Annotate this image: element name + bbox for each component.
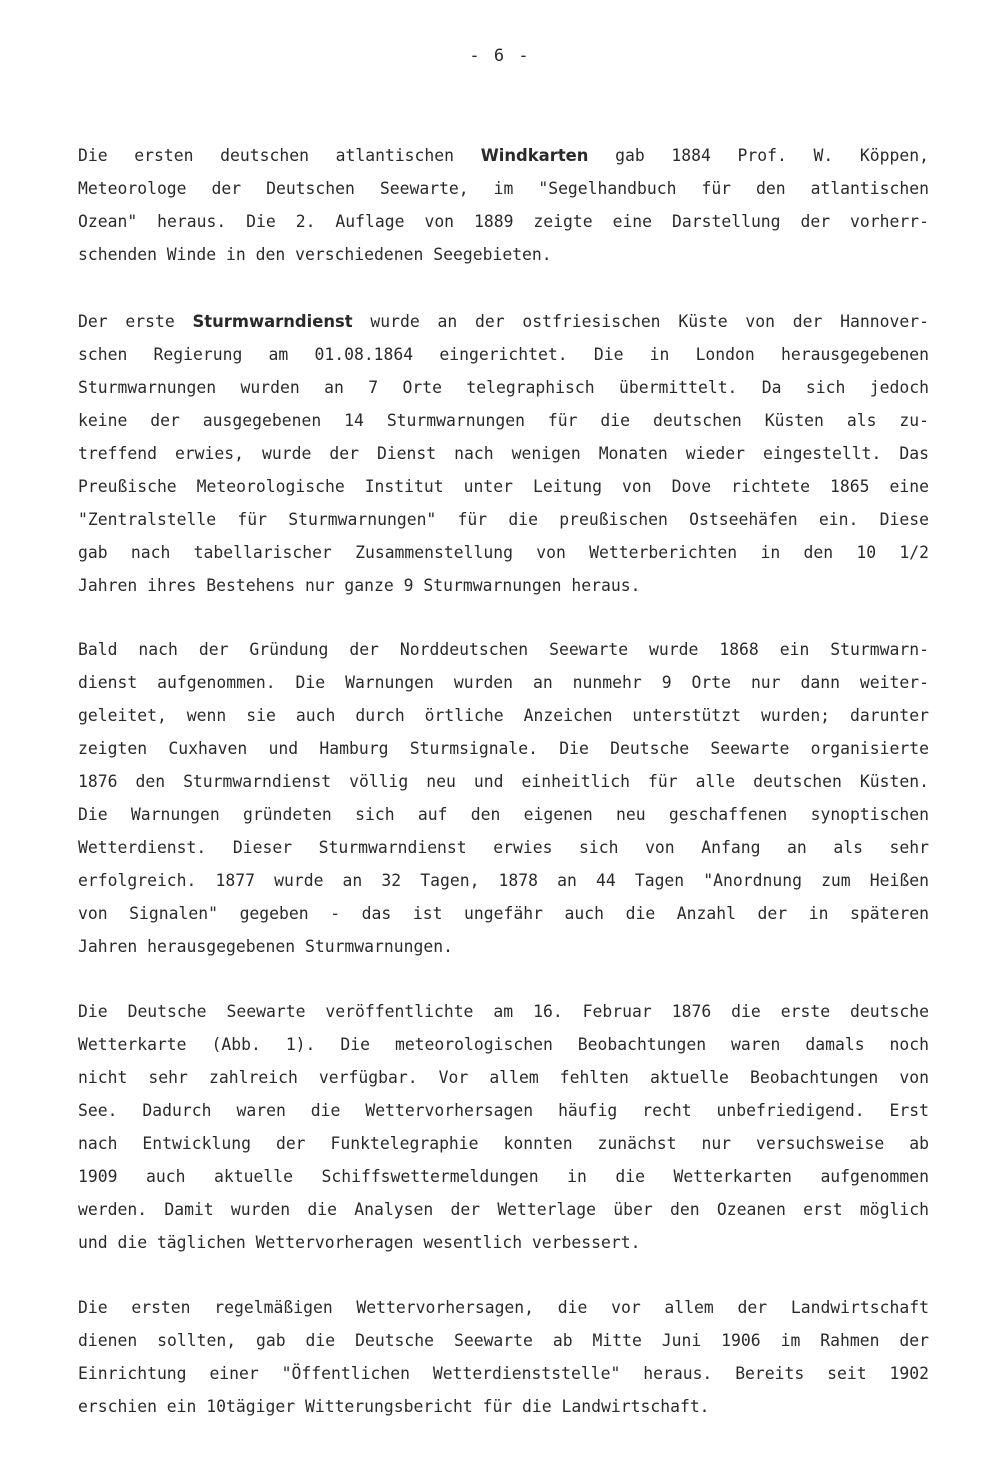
text-line: "Zentralstelle für Sturmwarnungen" für die preußischen Ostseehäfen ein. Diese	[78, 510, 929, 529]
paragraph-windkarten	[78, 139, 929, 271]
text-line: zeigten Cuxhaven und Hamburg Sturmsignale. Die Deutsche Seewarte organisierte	[78, 739, 929, 758]
page-number: - 6 -	[469, 46, 531, 66]
text-line: Der erste Sturmwarndienst wurde an der ostfriesischen Küste von der Hannover-	[78, 312, 929, 331]
text-line: und die täglichen Wettervorheragen wesentlich verbessert.	[78, 1233, 641, 1252]
text-line: Jahren ihres Bestehens nur ganze 9 Sturmwarnungen heraus.	[78, 576, 641, 595]
text-line: treffend erwies, wurde der Dienst nach wenigen Monaten wieder eingestellt. Das	[78, 444, 929, 463]
text-line: dienen sollten, gab die Deutsche Seewarte ab Mitte Juni 1906 im Rahmen der	[78, 1331, 929, 1350]
paragraph-sturmwarndienst	[78, 305, 929, 602]
text-line: Bald nach der Gründung der Norddeutschen Seewarte wurde 1868 ein Sturmwarn-	[78, 640, 929, 659]
bold-term-windkarten: Windkarten	[480, 146, 589, 165]
text-line: schen Regierung am 01.08.1864 eingerichtet. Die in London herausgegebenen	[78, 345, 929, 364]
text-line: Wetterdienst. Dieser Sturmwarndienst erwies sich von Anfang an als sehr	[78, 838, 929, 857]
text-line: Jahren herausgegebenen Sturmwarnungen.	[78, 937, 453, 956]
paragraph-wetterkarte	[78, 995, 929, 1259]
text-line: nach Entwicklung der Funktelegraphie konnten zunächst nur versuchsweise ab	[78, 1134, 929, 1153]
text-line: werden. Damit wurden die Analysen der Wetterlage über den Ozeanen erst möglich	[78, 1200, 929, 1219]
text-line: schenden Winde in den verschiedenen Seegebieten.	[78, 245, 552, 264]
text-line: keine der ausgegebenen 14 Sturmwarnungen für die deutschen Küsten als zu-	[78, 411, 929, 430]
text-line: Einrichtung einer "Öffentlichen Wetterdienststelle" heraus. Bereits seit 1902	[78, 1364, 929, 1383]
text-line: See. Dadurch waren die Wettervorhersagen häufig recht unbefriedigend. Erst	[78, 1101, 929, 1120]
text-line: Die Deutsche Seewarte veröffentlichte am 16. Februar 1876 die erste deutsche	[78, 1002, 929, 1021]
text-line: Die ersten regelmäßigen Wettervorhersagen, die vor allem der Landwirtschaft	[78, 1298, 929, 1317]
text-line: geleitet, wenn sie auch durch örtliche Anzeichen unterstützt wurden; darunter	[78, 706, 929, 725]
text-line: Meteorologe der Deutschen Seewarte, im "Segelhandbuch für den atlantischen	[78, 179, 929, 198]
bold-term-sturmwarndienst: Sturmwarndienst	[192, 312, 353, 331]
text-line: Ozean" heraus. Die 2. Auflage von 1889 zeigte eine Darstellung der vorherr-	[78, 212, 929, 231]
text-line: nicht sehr zahlreich verfügbar. Vor allem fehlten aktuelle Beobachtungen von	[78, 1068, 929, 1087]
text-line: 1909 auch aktuelle Schiffswettermeldungen in die Wetterkarten aufgenommen	[78, 1167, 929, 1186]
paragraph-norddeutsche-seewarte	[78, 633, 929, 963]
text-line: Wetterkarte (Abb. 1). Die meteorologischen Beobachtungen waren damals noch	[78, 1035, 929, 1054]
text-line: Die ersten deutschen atlantischen Windkarten gab 1884 Prof. W. Köppen,	[78, 146, 929, 165]
text-line: Sturmwarnungen wurden an 7 Orte telegraphisch übermittelt. Da sich jedoch	[78, 378, 929, 397]
text-line: 1876 den Sturmwarndienst völlig neu und einheitlich für alle deutschen Küsten.	[78, 772, 929, 791]
text-line: erschien ein 10tägiger Witterungsbericht für die Landwirtschaft.	[78, 1397, 710, 1416]
text-line: gab nach tabellarischer Zusammenstellung von Wetterberichten in den 10 1/2	[78, 543, 929, 562]
text-line: Preußische Meteorologische Institut unter Leitung von Dove richtete 1865 eine	[78, 477, 929, 496]
paragraph-wettervorhersagen	[78, 1291, 929, 1423]
text-line: Die Warnungen gründeten sich auf den eigenen neu geschaffenen synoptischen	[78, 805, 929, 824]
text-line: von Signalen" gegeben - das ist ungefähr auch die Anzahl der in späteren	[78, 904, 929, 923]
text-line: dienst aufgenommen. Die Warnungen wurden an nunmehr 9 Orte nur dann weiter-	[78, 673, 929, 692]
text-line: erfolgreich. 1877 wurde an 32 Tagen, 1878 an 44 Tagen "Anordnung zum Heißen	[78, 871, 929, 890]
